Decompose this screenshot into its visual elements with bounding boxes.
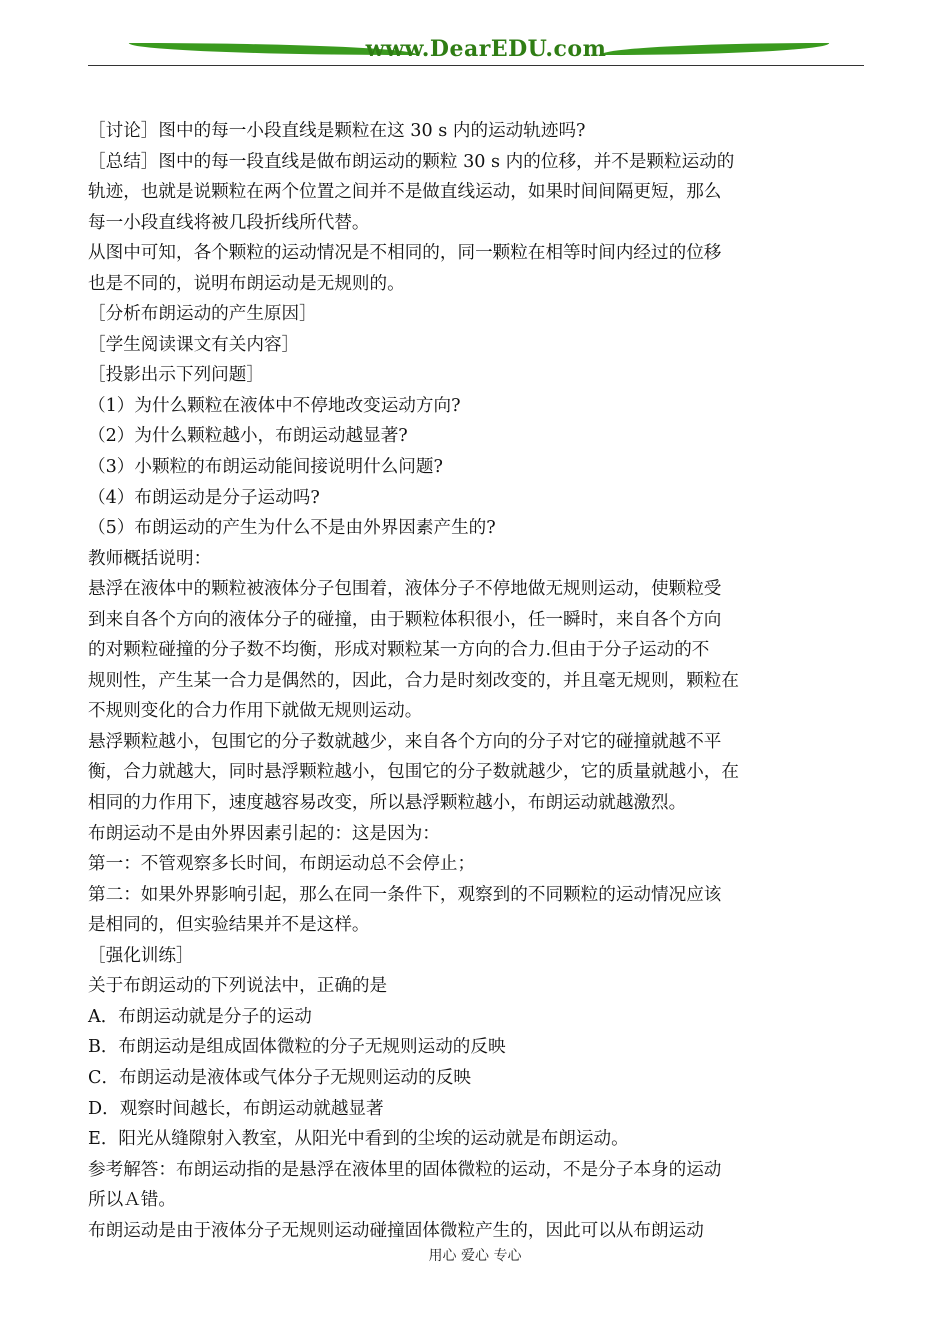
text-line: （3）小颗粒的布朗运动能间接说明什么问题? bbox=[88, 457, 443, 478]
text-line: ［总结］图中的每一段直线是做布朗运动的颗粒 30 s 内的位移，并不是颗粒运动的 bbox=[88, 151, 735, 172]
text-line: 参考解答：布朗运动指的是悬浮在液体里的固体微粒的运动，不是分子本身的运动 bbox=[88, 1159, 722, 1180]
text-line: 教师概括说明： bbox=[88, 548, 212, 569]
text-line: 悬浮颗粒越小，包围它的分子数就越少，来自各个方向的分子对它的碰撞就越不平 bbox=[88, 731, 722, 752]
text-line: ［学生阅读课文有关内容］ bbox=[88, 334, 300, 355]
text-line: ［讨论］图中的每一小段直线是颗粒在这 30 s 内的运动轨迹吗? bbox=[88, 121, 586, 141]
text-line: 规则性，产生某一合力是偶然的，因此，合力是时刻改变的，并且毫无规则，颗粒在 bbox=[88, 670, 739, 691]
text-line: 第一：不管观察多长时间，布朗运动总不会停止； bbox=[88, 854, 476, 875]
text-line: ［强化训练］ bbox=[88, 945, 194, 966]
text-line: 从图中可知，各个颗粒的运动情况是不相同的，同一颗粒在相等时间内经过的位移 bbox=[88, 243, 722, 264]
text-line: 悬浮在液体中的颗粒被液体分子包围着，液体分子不停地做无规则运动，使颗粒受 bbox=[88, 579, 722, 600]
text-line: （2）为什么颗粒越小，布朗运动越显著? bbox=[88, 426, 408, 447]
green-swoosh-right bbox=[599, 43, 831, 55]
page-header bbox=[88, 28, 864, 72]
site-logo: www.DearEDU.com bbox=[365, 36, 607, 62]
text-line: 布朗运动不是由外界因素引起的：这是因为： bbox=[88, 823, 440, 844]
text-line: （4）布朗运动是分子运动吗? bbox=[88, 487, 320, 508]
text-line: 是相同的，但实验结果并不是这样。 bbox=[88, 915, 370, 936]
text-line: 到来自各个方向的液体分子的碰撞，由于颗粒体积很小，任一瞬时，来自各个方向 bbox=[88, 609, 722, 630]
text-line: C．布朗运动是液体或气体分子无规则运动的反映 bbox=[88, 1067, 471, 1088]
text-line: ［分析布朗运动的产生原因］ bbox=[88, 304, 317, 325]
page-footer: 用心 爱心 专心 bbox=[428, 1248, 522, 1264]
document-body bbox=[88, 116, 866, 1246]
text-line: 所以Ａ错。 bbox=[88, 1190, 176, 1211]
text-line: E．阳光从缝隙射入教室，从阳光中看到的尘埃的运动就是布朗运动。 bbox=[88, 1129, 629, 1150]
text-line: 不规则变化的合力作用下就做无规则运动。 bbox=[88, 701, 423, 722]
text-line: D．观察时间越长，布朗运动就越显著 bbox=[88, 1098, 384, 1119]
text-line: 相同的力作用下，速度越容易改变，所以悬浮颗粒越小，布朗运动就越激烈。 bbox=[88, 793, 687, 814]
header-rule bbox=[88, 65, 864, 66]
text-line: 每一小段直线将被几段折线所代替。 bbox=[88, 212, 370, 233]
text-line: 衡，合力就越大，同时悬浮颗粒越小，包围它的分子数就越少，它的质量就越小，在 bbox=[88, 762, 739, 783]
text-line: ［投影出示下列问题］ bbox=[88, 365, 264, 386]
text-line: B．布朗运动是组成固体微粒的分子无规则运动的反映 bbox=[88, 1037, 506, 1058]
text-line: （1）为什么颗粒在液体中不停地改变运动方向? bbox=[88, 395, 461, 416]
text-line: 也是不同的，说明布朗运动是无规则的。 bbox=[88, 273, 405, 294]
text-line: 关于布朗运动的下列说法中，正确的是 bbox=[88, 976, 388, 997]
text-line: 的对颗粒碰撞的分子数不均衡，形成对颗粒某一方向的合力.但由于分子运动的不 bbox=[88, 640, 710, 661]
text-line: A．布朗运动就是分子的运动 bbox=[88, 1006, 312, 1027]
text-line: 布朗运动是由于液体分子无规则运动碰撞固体微粒产生的，因此可以从布朗运动 bbox=[88, 1220, 704, 1241]
text-line: （5）布朗运动的产生为什么不是由外界因素产生的? bbox=[88, 518, 496, 539]
text-line: 轨迹，也就是说颗粒在两个位置之间并不是做直线运动，如果时间间隔更短，那么 bbox=[88, 182, 722, 203]
text-line: 第二：如果外界影响引起，那么在同一条件下，观察到的不同颗粒的运动情况应该 bbox=[88, 884, 722, 905]
